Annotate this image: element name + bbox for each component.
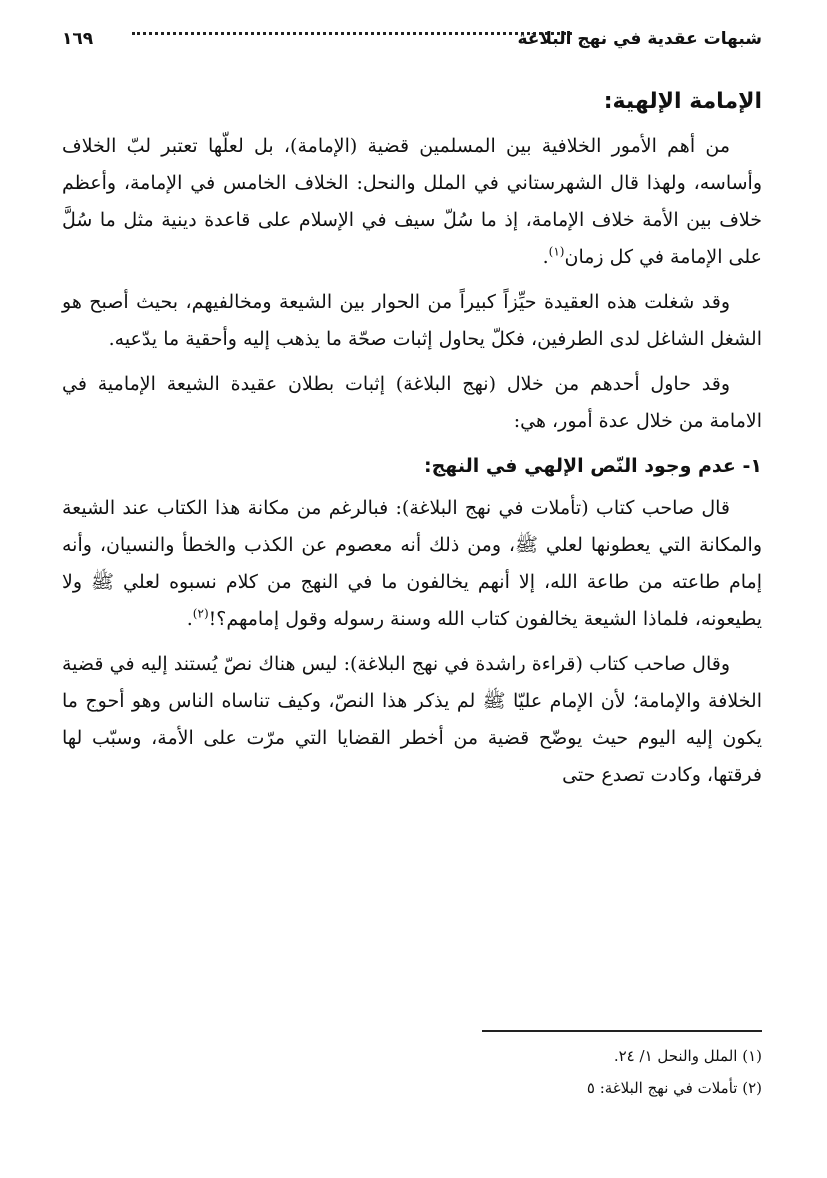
page-number: ١٦٩ [62,29,94,49]
header-title: شبهات عقدية في نهج البلاغة [517,29,762,49]
paragraph-3 [62,366,762,440]
paragraph-1 [62,128,762,276]
footnote-ref-1: (١) [548,244,565,259]
paragraph-1-end: . [542,246,549,268]
footnote-2: (٢) تأملات في نهج البلاغة: ٥ [586,1079,762,1097]
paragraph-3-text: وقد حاول أحدهم من خلال (نهج البلاغة) إثبات بطلان عقيدة الشيعة الإمامية في الامامة من خلال عدة أمور، هي: [62,373,762,432]
subheading: ١- عدم وجود النّص الإلهي في النهج: [423,455,762,477]
paragraph-4 [62,490,762,638]
paragraph-5 [62,646,762,794]
running-header [62,22,762,56]
paragraph-4-end: . [186,608,193,630]
footnote-1: (١) الملل والنحل ١/ ٢٤. [613,1047,762,1065]
section-title: الإمامة الإلهية: [603,89,762,114]
paragraph-2-text: وقد شغلت هذه العقيدة حيِّزاً كبيراً من الحوار بين الشيعة ومخالفيهم، بحيث أصبح هو الشغل الشاغل لدى الطرفين، فكلّ يحاول إثبات صحّة ما يذهب إليه وأحقية ما يدّعيه. [62,291,762,350]
header-dot-leader [132,32,572,35]
footnotes [62,1040,762,1104]
paragraph-1-text: من أهم الأمور الخلافية بين المسلمين قضية (الإمامة)، بل لعلّها تعتبر لبّ الخلاف وأساسه، ولهذا قال الشهرستاني في الملل والنحل: الخلاف الخامس في الإمامة، وأعظم خلاف بين الأمة خلاف الإمامة، إذ ما سُلّ سيف في الإسلام على قاعدة دينية مثل ما سُلَّ على الإمامة في كل زمان [62,135,762,268]
paragraph-4-text: قال صاحب كتاب (تأملات في نهج البلاغة): فبالرغم من مكانة هذا الكتاب عند الشيعة والمكانة التي يعطونها لعلي ﷺ، ومن ذلك أنه معصوم عن الكذب والخطأ والنسيان، وأنه إمام طاعته من طاعة الله، إلا أنهم يخالفون ما في النهج من كلام نسبوه لعلي ﷺ ولا يطيعونه، فلماذا الشيعة يخالفون كتاب الله وسنة رسوله وقول إمامهم؟! [62,497,762,630]
paragraph-5-text: وقال صاحب كتاب (قراءة راشدة في نهج البلاغة): ليس هناك نصّ يُستند إليه في قضية الخلافة والإمامة؛ لأن الإمام عليّا ﷺ لم يذكر هذا النصّ، وكيف تناساه الناس وهو أحوج ما يكون إليه اليوم حيث يوضّح قضية من أخطر القضايا التي مرّت على الأمة، وسبّب لها فرقتها، وكادت تصدع حتى [62,653,762,786]
paragraph-2 [62,284,762,358]
footnote-divider [482,1030,762,1032]
book-page [62,22,762,1152]
footnote-ref-2: (٢) [192,606,209,621]
